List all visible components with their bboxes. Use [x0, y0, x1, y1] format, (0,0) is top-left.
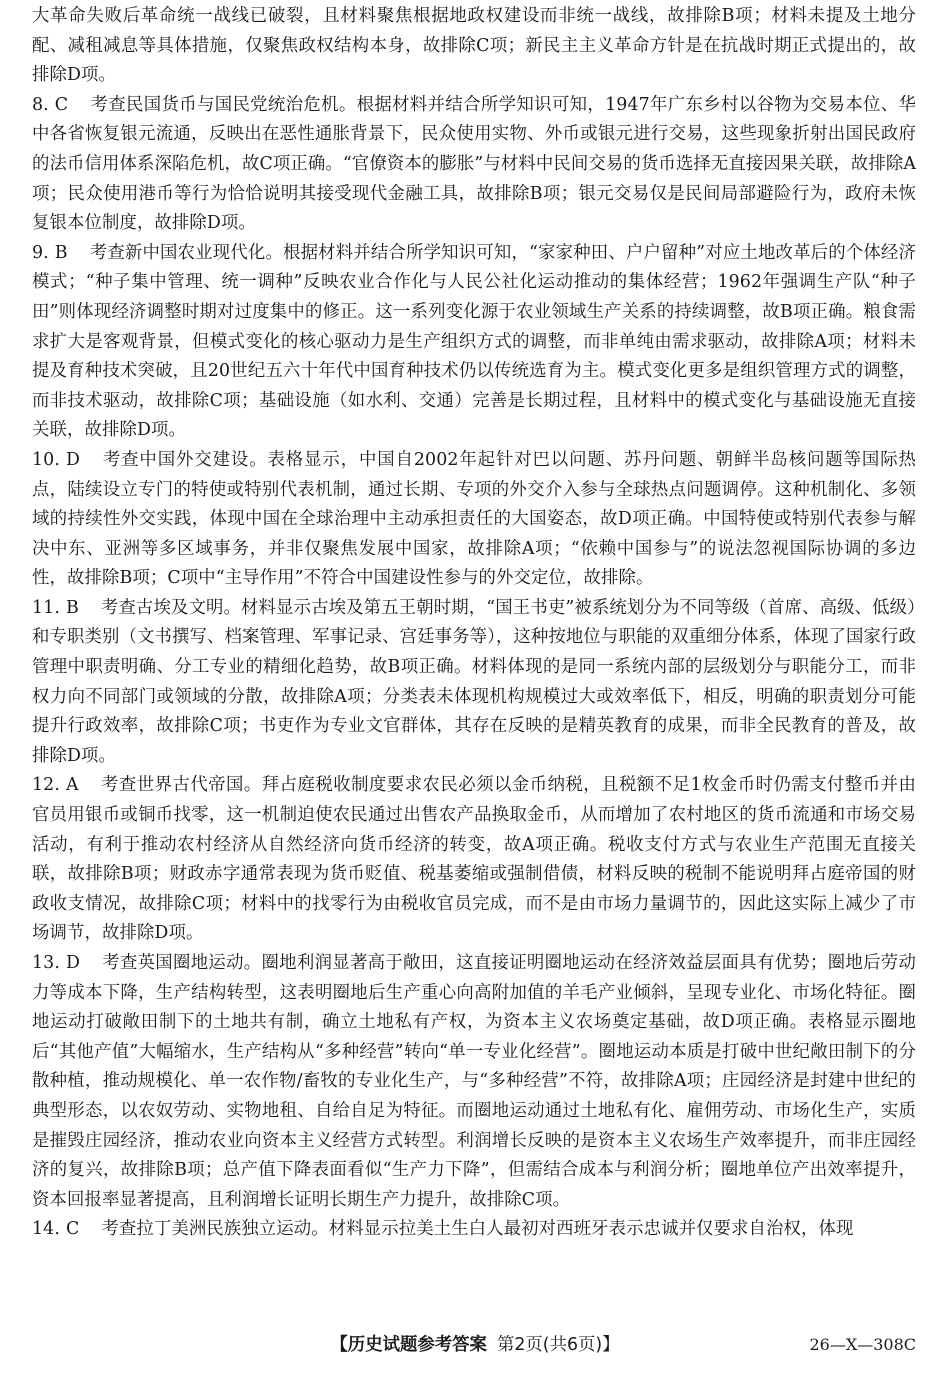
item-answer: C — [65, 1219, 80, 1240]
item-explanation: 考查新中国农业现代化。根据材料并结合所学知识可知，“家家种田、户户留种”对应土地改革后的个体经济模式；“种子集中管理、统一调种”反映农业合作化与人民公社化运动推动的集体经营；1962年强调生产队“种子田”则体现经济调整时期对过度集中的修正。这一系列变化源于农业领域生产关系的持续调整，故B项正确。粮食需求扩大是客观背景，但模式变化的核心驱动力是生产组织方式的调整，而非单纯由需求驱动，故排除A项；材料未提及育种技术突破，且20世纪五六十年代中国育种技术仍以传统选育为主。模式变化更多是组织管理方式的调整，而非技术驱动，故排除C项；基础设施（如水利、交通）完善是长期过程，且材料中的模式变化与基础设施无直接关联，故排除D项。 — [32, 242, 916, 441]
item-number: 12. — [32, 775, 60, 796]
footer-title — [0, 1330, 950, 1360]
item-explanation: 考查民国货币与国民党统治危机。根据材料并结合所学知识可知，1947年广东乡村以谷物为交易本位、华中各省恢复银元流通，反映出在恶性通胀背景下，民众使用实物、外币或银元进行交易，这些现象折射出国民政府的法币信用体系深陷危机，故C项正确。“官僚资本的膨胀”与材料中民间交易的货币选择无直接因果关联，故排除A项；民众使用港币等行为恰恰说明其接受现代金融工具，故排除B项；银元交易仅是民间局部避险行为，政府未恢复银本位制度，故排除D项。 — [32, 94, 916, 234]
item-number: 14. — [32, 1219, 60, 1240]
item-number: 13. — [32, 953, 60, 973]
answer-item-8 — [32, 91, 916, 239]
answer-item-11 — [32, 594, 916, 772]
item-answer: A — [65, 775, 79, 796]
footer-paper-code: 26—X—308C — [809, 1335, 916, 1354]
item-explanation: 考查英国圈地运动。圈地利润显著高于敞田，这直接证明圈地运动在经济效益层面具有优势；圈地后劳动力等成本下降，生产结构转型，这表明圈地后生产重心向高附加值的羊毛产业倾斜，呈现专业化、市场化特征。圈地运动打破敞田制下的土地共有制，确立土地私有产权，为资本主义农场奠定基础，故D项正确。表格显示圈地后“其他产值”大幅缩水，生产结构从“多种经营”转向“单一专业化经营”。圈地运动本质是打破中世纪敞田制下的分散种植，推动规模化、单一农作物/畜牧的专业化生产，与“多种经营”不符，故排除A项；庄园经济是封建中世纪的典型形态，以农奴劳动、实物地租、自给自足为特征。而圈地运动通过土地私有化、雇佣劳动、市场化生产，实质是摧毁庄园经济，推动农业向资本主义经营方式转型。利润增长反映的是资本主义农场生产效率提升，而非庄园经济的复兴，故排除B项；总产值下降表面看似“生产力下降”，但需结合成本与利润分析；圈地单位产出效率提升，资本回报率显著提高，且利润增长证明长期生产力提升，故排除C项。 — [32, 953, 916, 1210]
answer-item-9 — [32, 239, 916, 446]
answer-content — [32, 2, 916, 1245]
page-footer — [0, 1330, 950, 1360]
answer-item-13 — [32, 949, 916, 1215]
footer-page-number: 第2页(共6页)】 — [496, 1335, 620, 1355]
intro-paragraph: 大革命失败后革命统一战线已破裂，且材料聚焦根据地政权建设而非统一战线，故排除B项；材料未提及土地分配、减租减息等具体措施，仅聚焦政权结构本身，故排除C项；新民主主义革命方针是在抗战时期正式提出的，故排除D项。 — [32, 6, 916, 86]
item-answer: D — [65, 953, 81, 973]
answer-item-10 — [32, 446, 916, 594]
item-number: 11. — [32, 597, 60, 618]
footer-doc-title: 【历史试题参考答案 — [330, 1335, 487, 1355]
item-answer: C — [54, 94, 69, 115]
item-explanation: 考查世界古代帝国。拜占庭税收制度要求农民必须以金币纳税，且税额不足1枚金币时仍需支付整币并由官员用银币或铜币找零，这一机制迫使农民通过出售农产品换取金币，从而增加了农村地区的货币流通和市场交易活动，有利于推动农村经济从自然经济向货币经济的转变，故A项正确。税收支付方式与农业生产范围无直接关联，故排除B项；财政赤字通常表现为货币贬值、税基萎缩或强制借债，材料反映的税制不能说明拜占庭帝国的财政收支情况，故排除C项；材料中的找零行为由税收官员完成，而不是由市场力量调节的，因此这实际上减少了市场调节，故排除D项。 — [32, 775, 916, 944]
item-answer: B — [65, 597, 79, 618]
answer-item-14 — [32, 1215, 916, 1245]
item-explanation: 考查拉丁美洲民族独立运动。材料显示拉美土生白人最初对西班牙表示忠诚并仅要求自治权，体现 — [101, 1219, 854, 1240]
item-explanation: 考查中国外交建设。表格显示，中国自2002年起针对巴以问题、苏丹问题、朝鲜半岛核问题等国际热点，陆续设立专门的特使或特别代表机制，通过长期、专项的外交介入参与全球热点问题调停。这种机制化、多领域的持续性外交实践，体现中国在全球治理中主动承担责任的大国姿态，故D项正确。中国特使或特别代表参与解决中东、亚洲等多区域事务，并非仅聚焦发展中国家，故排除A项；“依赖中国参与”的说法忽视国际协调的多边性，故排除B项；C项中“主导作用”不符合中国建设性参与的外交定位，故排除。 — [32, 449, 916, 589]
item-number: 9. — [32, 242, 49, 263]
item-answer: B — [54, 242, 68, 263]
item-explanation: 考查古埃及文明。材料显示古埃及第五王朝时期，“国王书吏”被系统划分为不同等级（首席、高级、低级）和专职类别（文书撰写、档案管理、军事记录、宫廷事务等），这种按地位与职能的双重细分体系，体现了国家行政管理中职责明确、分工专业的精细化趋势，故B项正确。材料体现的是同一系统内部的层级划分与职能分工，而非权力向不同部门或领域的分散，故排除A项；分类表未体现机构规模过大或效率低下，相反，明确的职责划分可能提升行政效率，故排除C项；书吏作为专业文官群体，其存在反映的是精英教育的成果，而非全民教育的普及，故排除D项。 — [32, 597, 916, 766]
item-answer: D — [65, 449, 81, 470]
answer-item-12 — [32, 771, 916, 949]
item-number: 10. — [32, 449, 60, 470]
item-number: 8. — [32, 94, 49, 115]
